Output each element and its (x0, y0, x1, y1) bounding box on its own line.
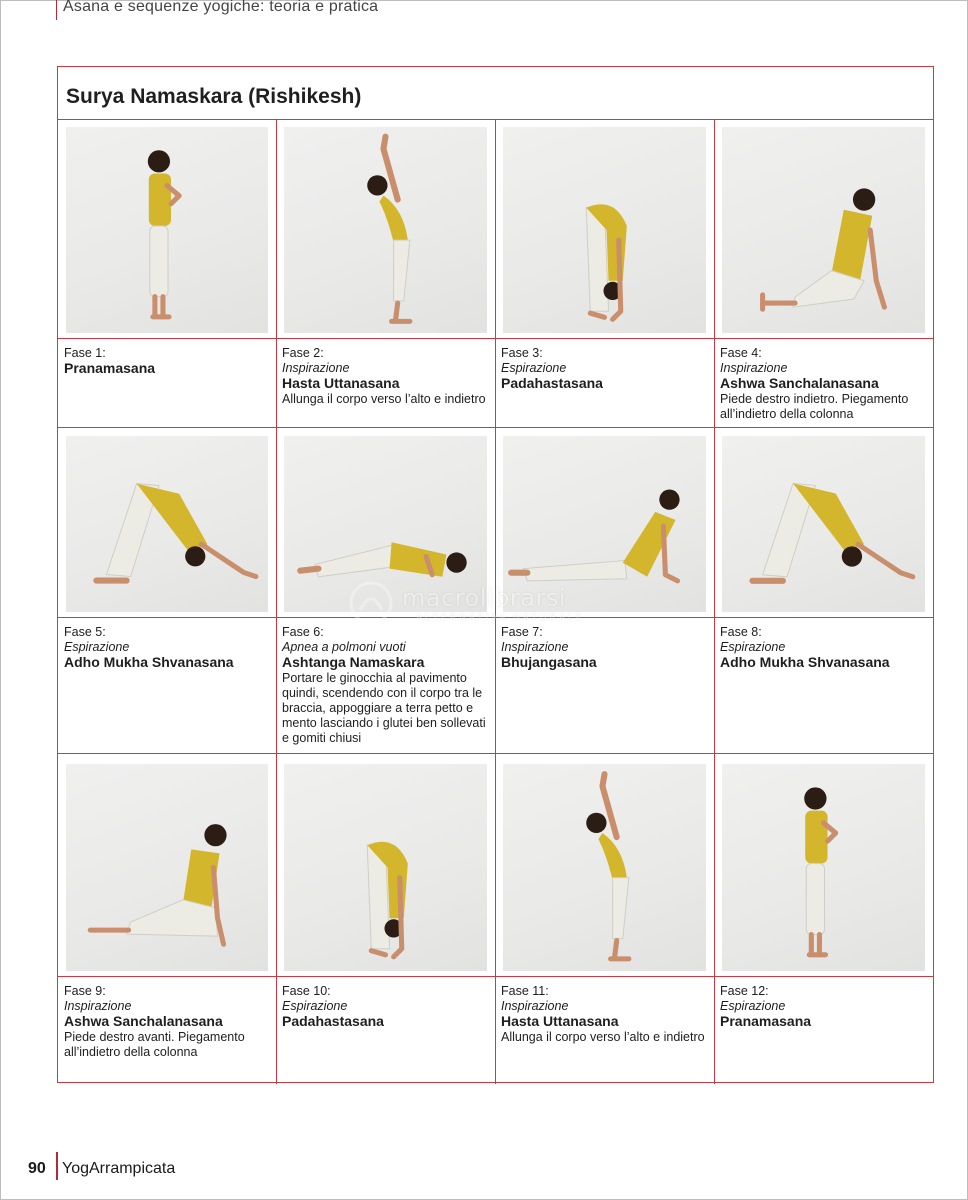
legs-shape (394, 240, 410, 301)
step-breath: Espirazione (501, 361, 567, 375)
feet-shape (611, 941, 629, 959)
footer-divider (56, 1152, 58, 1180)
step-breath: Inspirazione (64, 999, 132, 1013)
column-divider (276, 120, 277, 1084)
feet-shape (300, 569, 318, 571)
step-phase: Fase 8: (720, 625, 762, 639)
step-phase: Fase 6: (282, 625, 324, 639)
pose-photo (284, 127, 487, 333)
book-title: YogArrampicata (62, 1160, 176, 1177)
step-name: Pranamasana (64, 360, 156, 376)
step-breath: Espirazione (720, 999, 786, 1013)
feet-shape (590, 313, 604, 317)
feet-shape (392, 303, 410, 321)
pose-caption (720, 346, 929, 422)
step-phase: Fase 7: (501, 625, 543, 639)
pose-caption (282, 625, 491, 746)
watermark-logo-icon (348, 580, 394, 626)
head-shape (853, 188, 875, 210)
pose-caption (282, 984, 491, 1030)
step-description: Piede destro avanti. Piegamento all’indietro della colonna (64, 1029, 245, 1059)
torso-shape (390, 542, 447, 577)
step-phase: Fase 5: (64, 625, 106, 639)
pose-photo (284, 764, 487, 971)
feet-shape (763, 295, 795, 309)
pose-caption (720, 984, 929, 1030)
pose-photo (66, 436, 268, 612)
feet-shape (809, 934, 825, 954)
pose-photo (722, 436, 925, 612)
step-phase: Fase 4: (720, 346, 762, 360)
torso-shape (149, 173, 171, 226)
head-shape (586, 813, 606, 833)
sequence-table (57, 66, 934, 1083)
watermark-text: macrolibrarsi (402, 584, 566, 612)
step-phase: Fase 11: (501, 984, 549, 998)
head-shape (804, 787, 826, 809)
pose-caption (501, 625, 710, 671)
photo-caption-divider (58, 338, 933, 339)
running-head: Asana e sequenze yogiche: teoria e pratica (56, 0, 378, 20)
step-phase: Fase 1: (64, 346, 106, 360)
step-name: Ashwa Sanchalanasana (720, 375, 879, 391)
step-name: Bhujangasana (501, 654, 597, 670)
pose-caption (501, 346, 710, 392)
pose-photo (722, 127, 925, 333)
step-name: Adho Mukha Shvanasana (720, 654, 890, 670)
head-shape (842, 546, 862, 566)
feet-shape (153, 297, 169, 317)
legs-shape (314, 544, 395, 576)
pose-caption (64, 984, 272, 1060)
head-shape (446, 552, 466, 572)
legs-shape (523, 561, 627, 581)
watermark (340, 580, 640, 630)
step-breath: Inspirazione (501, 640, 569, 654)
legs-shape (613, 878, 629, 939)
torso-shape (623, 512, 676, 577)
torso-shape (832, 210, 873, 281)
legs-shape (150, 226, 168, 297)
step-phase: Fase 2: (282, 346, 324, 360)
torso-shape (598, 833, 626, 880)
step-breath: Inspirazione (720, 361, 788, 375)
row-divider (58, 427, 933, 428)
watermark-subtext: ALTERNATIVA NATURALE (416, 612, 585, 622)
legs-shape (806, 863, 824, 934)
feet-shape (371, 951, 385, 955)
pose-caption (282, 346, 491, 407)
legs-shape (127, 900, 218, 936)
pose-caption (64, 625, 272, 671)
row-divider (58, 753, 933, 754)
pose-photo (503, 127, 706, 333)
step-phase: Fase 12: (720, 984, 769, 998)
step-name: Pranamasana (720, 1013, 812, 1029)
step-name: Adho Mukha Shvanasana (64, 654, 234, 670)
step-breath: Apnea a polmoni vuoti (282, 640, 406, 654)
pose-photo (66, 764, 268, 971)
head-shape (185, 546, 205, 566)
step-name: Hasta Uttanasana (501, 1013, 619, 1029)
step-breath: Inspirazione (282, 361, 350, 375)
step-breath: Espirazione (64, 640, 130, 654)
step-breath: Espirazione (720, 640, 786, 654)
pose-photo (503, 764, 706, 971)
pose-caption (64, 346, 272, 377)
table-title-row (58, 67, 933, 120)
step-breath: Inspirazione (501, 999, 569, 1013)
arms-shape (870, 230, 884, 307)
step-name: Padahastasana (501, 375, 603, 391)
head-shape (367, 175, 387, 195)
table-title: Surya Namaskara (Rishikesh) (66, 85, 362, 108)
step-phase: Fase 3: (501, 346, 543, 360)
step-description: Allunga il corpo verso l’alto e indietro (282, 391, 486, 406)
photo-caption-divider (58, 976, 933, 977)
page-number: 90 (28, 1160, 46, 1177)
step-name: Ashtanga Namaskara (282, 654, 425, 670)
arms-shape (201, 544, 256, 576)
step-description: Portare le ginocchia al pavimento quindi, scendendo con il corpo tra le braccia, appoggiare a terra petto e mento lasciando i glutei ben sollevati e gomiti chiusi (282, 670, 486, 745)
pose-caption (501, 984, 710, 1045)
step-description: Allunga il corpo verso l’alto e indietro (501, 1029, 705, 1044)
head-shape (204, 824, 226, 846)
step-breath: Espirazione (282, 999, 348, 1013)
step-description: Piede destro indietro. Piegamento all’indietro della colonna (720, 391, 909, 421)
head-shape (148, 150, 170, 172)
step-name: Hasta Uttanasana (282, 375, 400, 391)
column-divider (714, 120, 715, 1084)
arms-shape (858, 544, 913, 576)
torso-shape (805, 811, 827, 864)
step-name: Ashwa Sanchalanasana (64, 1013, 223, 1029)
pose-photo (722, 764, 925, 971)
step-phase: Fase 9: (64, 984, 106, 998)
head-shape (659, 489, 679, 509)
step-name: Padahastasana (282, 1013, 384, 1029)
pose-photo (66, 127, 268, 333)
pose-caption (720, 625, 929, 671)
torso-shape (379, 195, 407, 242)
arms-shape (663, 526, 677, 581)
step-phase: Fase 10: (282, 984, 331, 998)
